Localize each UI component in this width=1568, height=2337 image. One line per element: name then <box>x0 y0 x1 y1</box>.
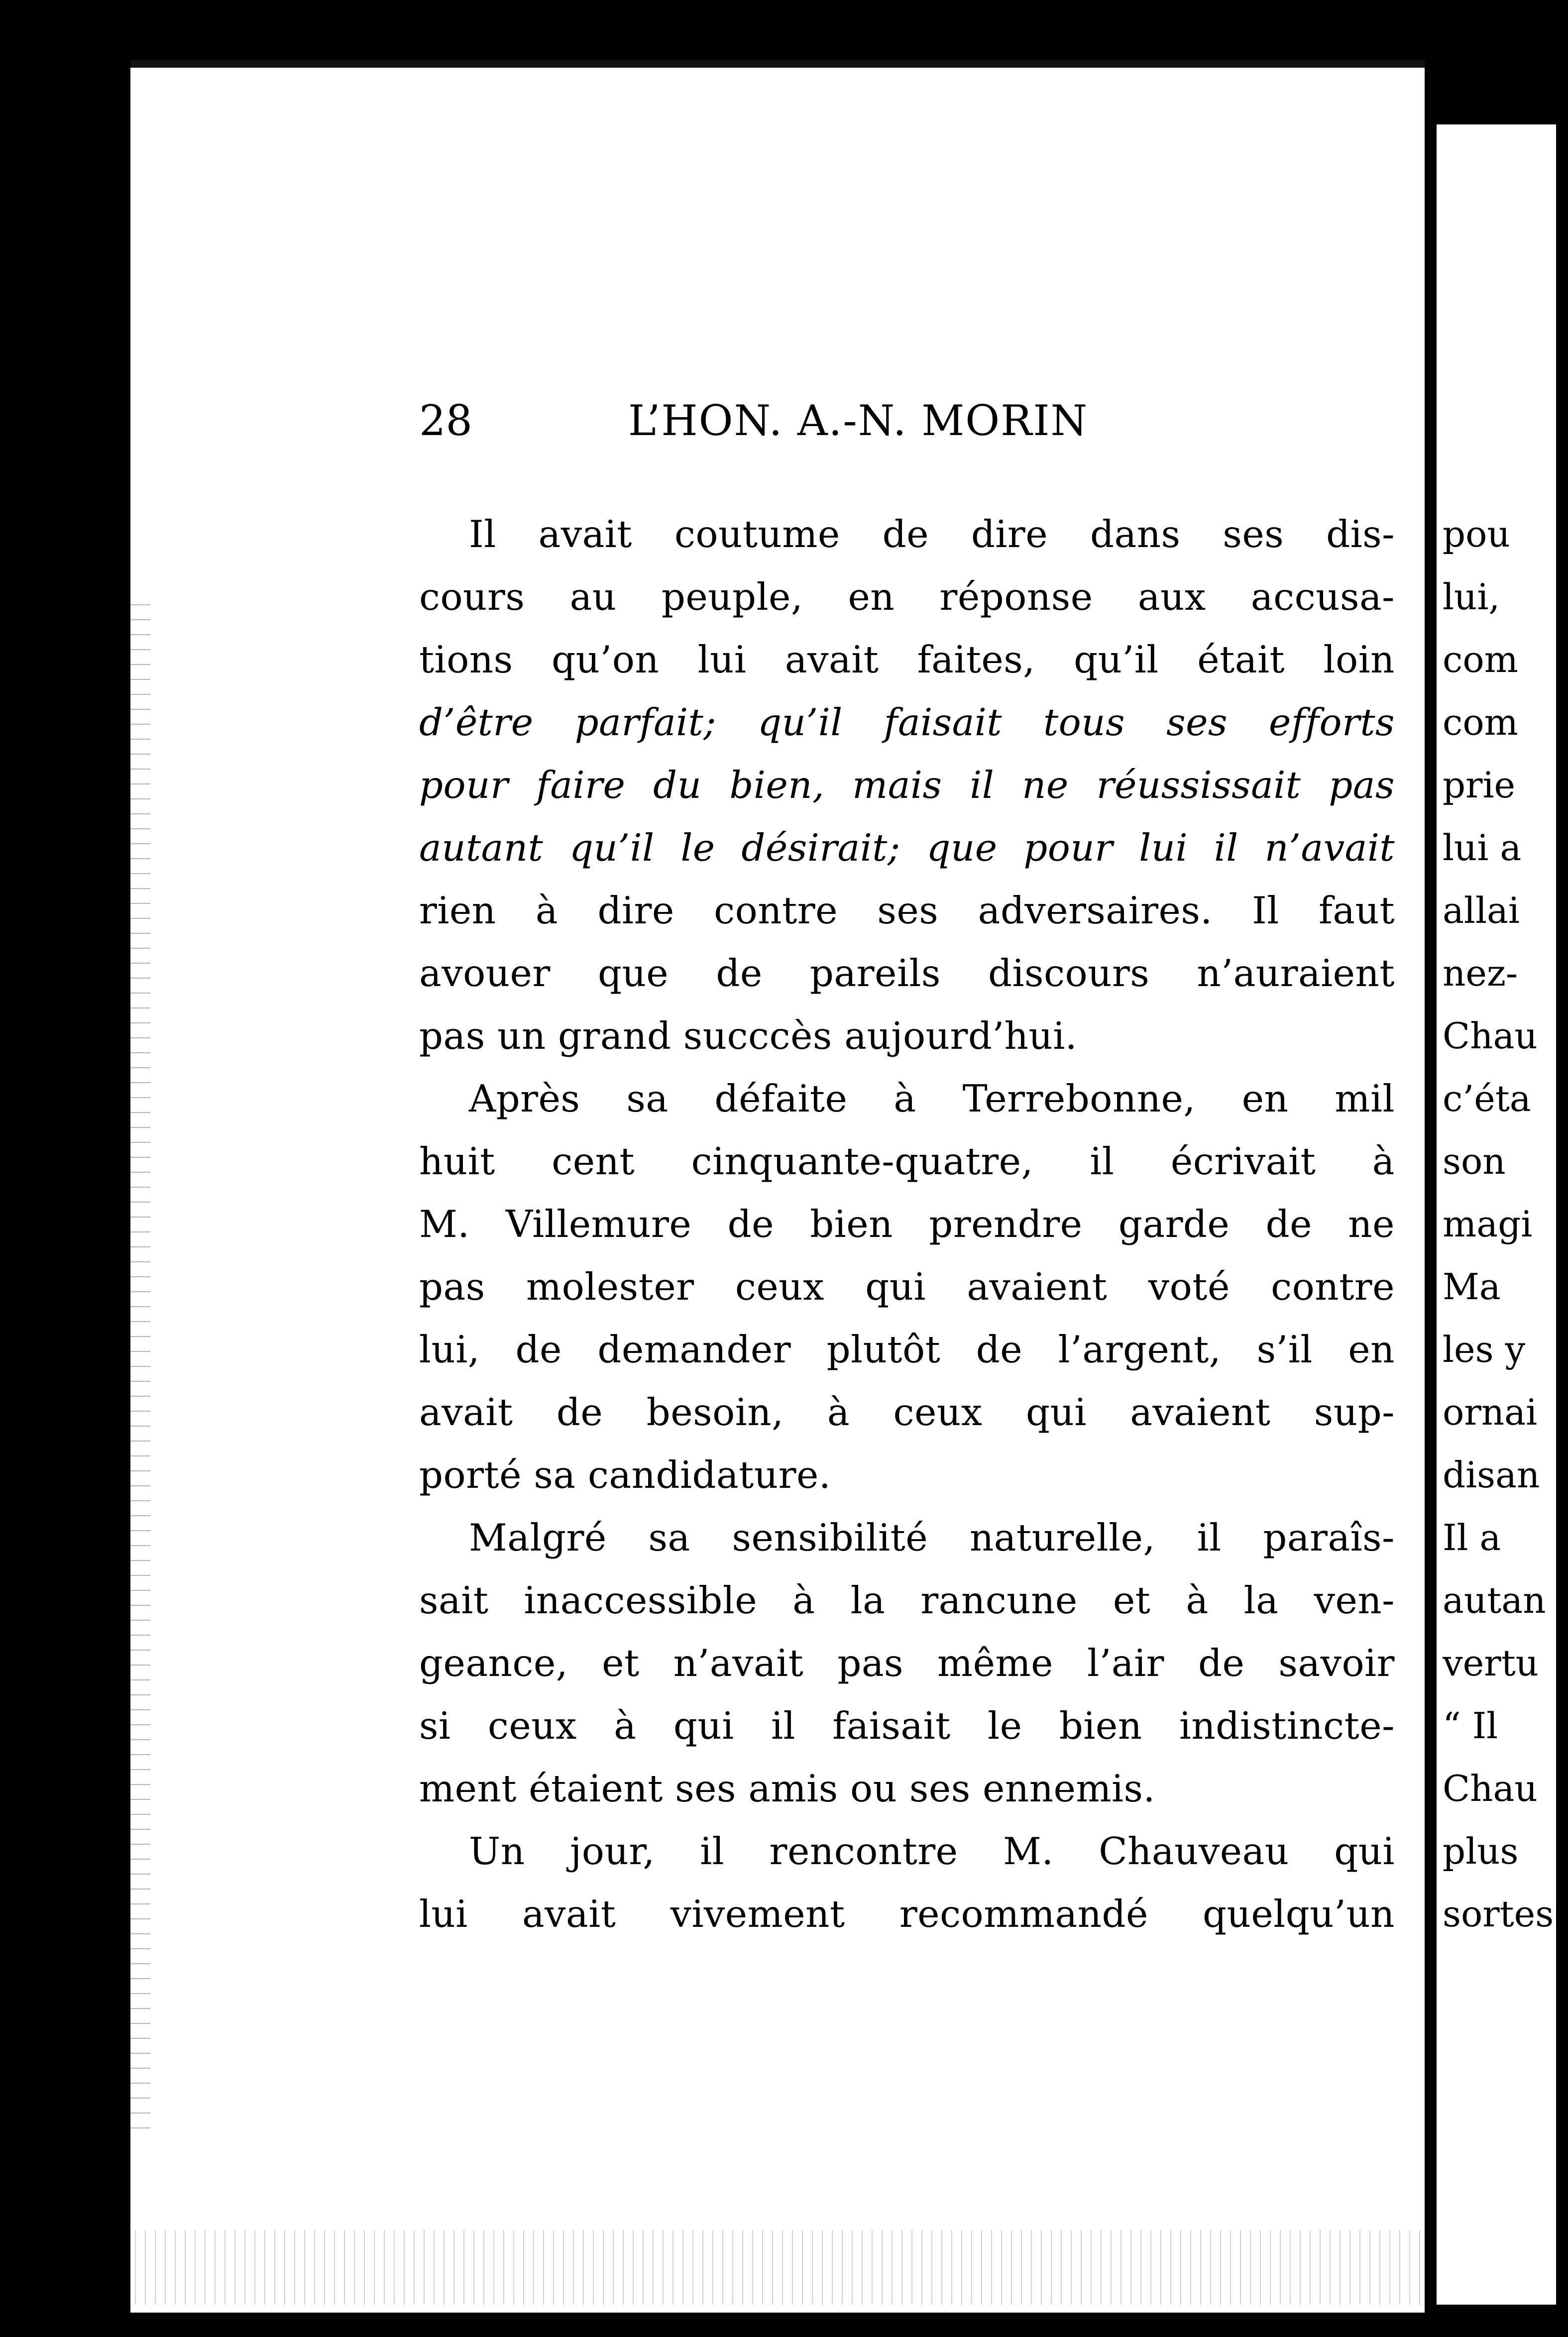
text-line: tions qu’on lui avait faites, qu’il était loin <box>419 638 1395 681</box>
facing-fragment: c’éta <box>1443 1078 1531 1119</box>
facing-fragment: autan <box>1443 1579 1546 1621</box>
text-line: pas un grand succcès aujourd’hui. <box>419 1014 1078 1058</box>
facing-fragment: son <box>1443 1140 1506 1182</box>
text-line: porté sa candidature. <box>419 1453 831 1497</box>
text-line: M. Villemure de bien prendre garde de ne <box>419 1202 1395 1246</box>
facing-fragment: ornai <box>1443 1391 1538 1433</box>
facing-fragment: Il a <box>1443 1517 1501 1558</box>
facing-fragment: com <box>1443 701 1518 743</box>
page-header <box>419 393 1365 453</box>
text-line: sait inaccessible à la rancune et à la ven- <box>419 1578 1395 1622</box>
facing-fragment: magi <box>1443 1203 1533 1245</box>
paragraph-3 <box>419 1506 1395 1820</box>
facing-fragment: disan <box>1443 1454 1540 1496</box>
facing-fragment: vertu <box>1443 1642 1539 1684</box>
text-line: lui avait vivement recommandé quelqu’un <box>419 1892 1395 1936</box>
facing-fragment: Chau <box>1443 1015 1538 1057</box>
text-line-italic: pour faire du bien, mais il ne réussissait pas <box>419 763 1395 807</box>
page-number: 28 <box>419 396 472 445</box>
text-line: lui, de demander plutôt de l’argent, s’il en <box>419 1328 1395 1371</box>
facing-fragment: com <box>1443 639 1518 680</box>
text-line: Il avait coutume de dire dans ses dis- <box>469 512 1395 556</box>
text-line: geance, et n’avait pas même l’air de savoir <box>419 1641 1395 1685</box>
body-text <box>419 503 1395 1945</box>
facing-fragment: sortes <box>1443 1893 1554 1935</box>
text-line: si ceux à qui il faisait le bien indistincte- <box>419 1704 1395 1748</box>
facing-fragment: nez- <box>1443 952 1518 994</box>
text-line: cours au peuple, en réponse aux accusa- <box>419 575 1395 619</box>
facing-fragment: Ma <box>1443 1266 1501 1308</box>
text-line: pas molester ceux qui avaient voté contre <box>419 1265 1395 1309</box>
paragraph-2 <box>419 1067 1395 1506</box>
text-line: rien à dire contre ses adversaires. Il faut <box>419 889 1395 932</box>
running-title: L’HON. A.-N. MORIN <box>628 396 1089 445</box>
text-line: ment étaient ses amis ou ses ennemis. <box>419 1767 1155 1810</box>
facing-fragment: lui, <box>1443 576 1500 618</box>
facing-fragment: les y <box>1443 1329 1526 1370</box>
facing-page-text <box>1443 503 1562 1945</box>
facing-fragment: pou <box>1443 513 1510 555</box>
facing-fragment: allai <box>1443 890 1520 931</box>
text-line-italic: autant qu’il le désirait; que pour lui il n’avait <box>419 826 1395 870</box>
text-line: Un jour, il rencontre M. Chauveau qui <box>469 1829 1395 1873</box>
facing-fragment: plus <box>1443 1830 1519 1872</box>
text-line: Malgré sa sensibilité naturelle, il paraîs- <box>469 1516 1395 1559</box>
scan-edge-noise-bottom <box>130 2230 1425 2305</box>
facing-fragment: lui a <box>1443 827 1522 869</box>
facing-fragment: Chau <box>1443 1768 1538 1809</box>
text-line-italic: d’être parfait; qu’il faisait tous ses efforts <box>419 700 1395 744</box>
facing-fragment: prie <box>1443 764 1516 806</box>
paragraph-4 <box>419 1820 1395 1945</box>
text-line: avait de besoin, à ceux qui avaient sup- <box>419 1390 1395 1434</box>
text-line: Après sa défaite à Terrebonne, en mil <box>469 1077 1395 1120</box>
text-line: avouer que de pareils discours n’auraient <box>419 951 1395 995</box>
paragraph-1 <box>419 503 1395 1067</box>
scan-edge-noise-left <box>130 597 150 2140</box>
facing-fragment: “ Il <box>1443 1705 1498 1747</box>
text-line: huit cent cinquante-quatre, il écrivait à <box>419 1139 1395 1183</box>
